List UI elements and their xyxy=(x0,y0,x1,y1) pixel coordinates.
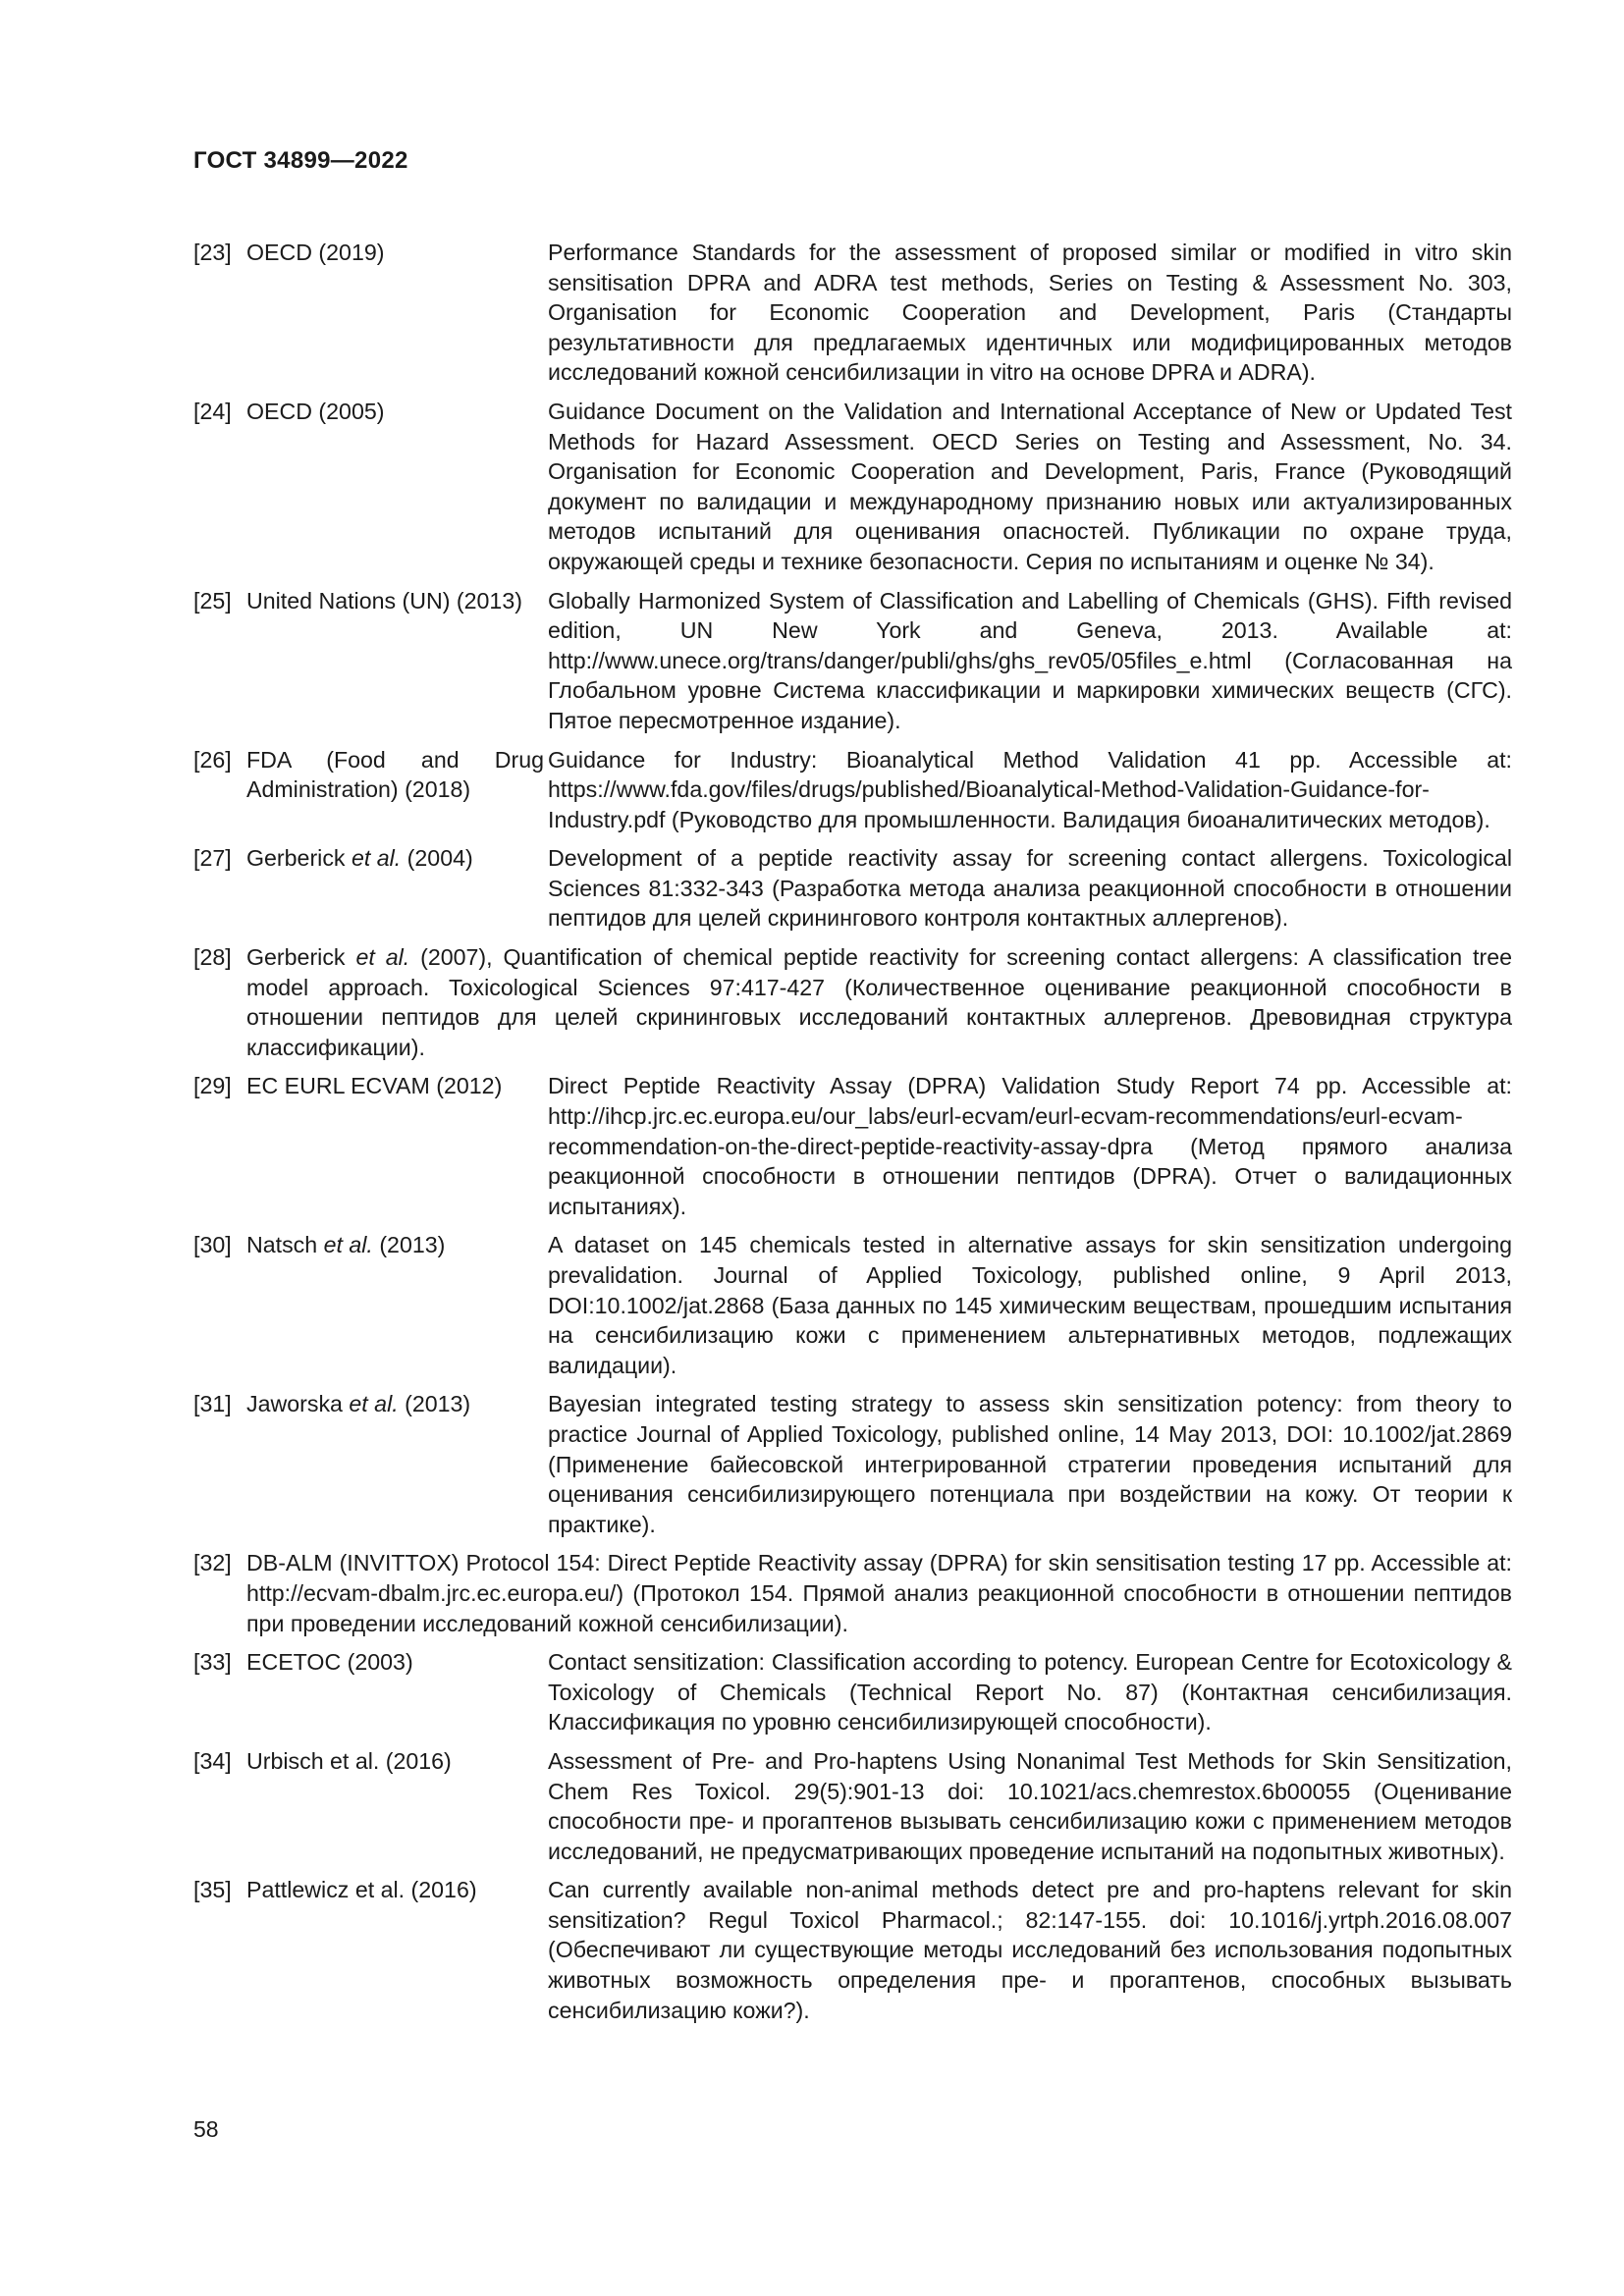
reference-item xyxy=(193,1875,1512,2025)
reference-item xyxy=(193,586,1512,736)
reference-item xyxy=(193,1548,1512,1638)
reference-text: Guidance for Industry: Bioanalytical Method Validation 41 pp. Accessible at: https://www.fda.gov/files/drugs/published/Bioanalytical-Method-Validation-Guidance-for-Industry.pdf (Руководство для промышленности. Валидация биоаналитических методов). xyxy=(548,746,1512,832)
reference-number: [25] xyxy=(193,587,232,614)
reference-number: [31] xyxy=(193,1391,232,1417)
reference-number: [26] xyxy=(193,746,232,773)
reference-item xyxy=(193,1746,1512,1866)
document-title: ГОСТ 34899—2022 xyxy=(193,147,408,174)
references-list xyxy=(193,238,1512,2034)
reference-item xyxy=(193,942,1512,1062)
reference-text: Performance Standards for the assessment of proposed similar or modified in vitro skin sensitisation DPRA and ADRA test methods, Series on Testing & Assessment No. 303, Organisation for Economic Cooperation and Development, Paris (Стандарты результативности для предлагаемых идентичных или модифицированных методов исследований кожной сенсибилизации in vitro на основе DPRA и ADRA). xyxy=(548,240,1512,386)
reference-text: A dataset on 145 chemicals tested in alternative assays for skin sensitization undergoing prevalidation. Journal of Applied Toxicology, published online, 9 April 2013, DOI:10.1002/jat.2868 (База данных по 145 химическим веществам, прошедшим испытания на сенсибилизацию кожи с применением альтернативных методов, подлежащих валидации). xyxy=(548,1232,1512,1378)
reference-item xyxy=(193,1071,1512,1221)
reference-number: [24] xyxy=(193,398,232,424)
reference-source: Jaworska et al. (2013) xyxy=(246,1391,471,1417)
reference-source: OECD (2019) xyxy=(246,240,385,265)
reference-number: [35] xyxy=(193,1877,232,1903)
reference-source: Natsch et al. (2013) xyxy=(246,1232,446,1258)
reference-source: OECD (2005) xyxy=(246,398,385,424)
reference-text: Development of a peptide reactivity assay for screening contact allergens. Toxicological Sciences 81:332-343 (Разработка метода анализа реакционной способности в отношении пептидов для целей скринингового контроля контактных аллергенов). xyxy=(548,845,1512,932)
reference-number: [29] xyxy=(193,1073,232,1099)
reference-text: Guidance Document on the Validation and International Acceptance of New or Updated Test Methods for Hazard Assessment. OECD Series on Testing and Assessment, No. 34. Organisation for Economic Cooperation and Development, Paris, France (Руководящий документ по валидации и международному признанию новых или актуализированных методов испытаний для оценивания опасностей. Публикации по охране труда, окружающей среды и технике безопасности. Серия по испытаниям и оценке № 34). xyxy=(548,398,1512,574)
reference-item xyxy=(193,1389,1512,1539)
reference-number: [28] xyxy=(193,944,232,971)
reference-text: Contact sensitization: Classification according to potency. European Centre for Ecotoxicology & Toxicology of Chemicals (Technical Report No. 87) (Контактная сенсибилизация. Классификация по уровню сенсибилизирующей способности). xyxy=(548,1649,1512,1735)
reference-source: FDA (Food and Drug Administration) (2018) xyxy=(246,746,544,803)
reference-text: Gerberick et al. (2007), Quantification of chemical peptide reactivity for screening contact allergens: A classification tree model approach. Toxicological Sciences 97:417-427 (Количественное оценивание реакционной способности в отношении пептидов для целей скрининговых исследований контактных аллергенов. Древовидная структура классификации). xyxy=(246,944,1512,1060)
reference-item xyxy=(193,397,1512,577)
reference-source: Gerberick et al. (2004) xyxy=(246,845,473,872)
reference-text: Can currently available non-animal methods detect pre and pro-haptens relevant for skin sensitization? Regul Toxicol Pharmacol.; 82:147-155. doi: 10.1016/j.yrtph.2016.08.007 (Обеспечивают ли существующие методы исследований без использования подопытных животных возможность определения пре- и прогаптенов, способных вызывать сенсибилизацию кожи?). xyxy=(548,1877,1512,2023)
reference-source: ECETOC (2003) xyxy=(246,1649,413,1676)
reference-number: [23] xyxy=(193,240,232,265)
reference-text: Direct Peptide Reactivity Assay (DPRA) Validation Study Report 74 pp. Accessible at: http://ihcp.jrc.ec.europa.eu/our_labs/eurl-ecvam/eurl-ecvam-recommendations/eurl-ecvam-recommendation-on-the-direct-peptide-reactivity-assay-dpra (Метод прямого анализа реакционной способности в отношении пептидов (DPRA). Отчет о валидационных испытаниях). xyxy=(548,1073,1512,1219)
reference-item xyxy=(193,238,1512,388)
reference-item xyxy=(193,1230,1512,1380)
reference-number: [33] xyxy=(193,1649,232,1676)
page-number: 58 xyxy=(193,2116,219,2142)
reference-item xyxy=(193,745,1512,835)
reference-number: [27] xyxy=(193,845,232,872)
reference-text: DB-ALM (INVITTOX) Protocol 154: Direct Peptide Reactivity assay (DPRA) for skin sensitisation testing 17 pp. Accessible at: http://ecvam-dbalm.jrc.ec.europa.eu/) (Протокол 154. Прямой анализ реакционной способности в отношении пептидов при проведении исследований кожной сенсибилизации). xyxy=(246,1550,1512,1636)
reference-number: [34] xyxy=(193,1747,232,1774)
reference-text: Globally Harmonized System of Classification and Labelling of Chemicals (GHS). Fifth revised edition, UN New York and Geneva, 2013. Available at: http://www.unece.org/trans/danger/publi/ghs/ghs_rev05/05files_e.html (Согласованная на Глобальном уровне Система классификации и маркировки химических веществ (СГС). Пятое пересмотренное издание). xyxy=(548,587,1512,733)
reference-source: EC EURL ECVAM (2012) xyxy=(246,1073,503,1099)
reference-item xyxy=(193,843,1512,934)
reference-text: Bayesian integrated testing strategy to assess skin sensitization potency: from theory to practice Journal of Applied Toxicology, published online, 14 May 2013, DOI: 10.1002/jat.2869 (Применение байесовской интегрированной стратегии проведения испытаний для оценивания сенсибилизирующего потенциала при воздействии на кожу. От теории к практике). xyxy=(548,1391,1512,1537)
reference-number: [30] xyxy=(193,1232,232,1258)
reference-source: Pattlewicz et al. (2016) xyxy=(246,1877,477,1903)
reference-text: Assessment of Pre- and Pro-haptens Using Nonanimal Test Methods for Skin Sensitization, Chem Res Toxicol. 29(5):901-13 doi: 10.1021/acs.chemrestox.6b00055 (Оценивание способности пре- и прогаптенов вызывать сенсибилизацию кожи с применением методов исследований, не предусматривающих проведение испытаний на подопытных животных). xyxy=(548,1747,1512,1864)
reference-source: United Nations (UN) (2013) xyxy=(246,587,522,614)
reference-number: [32] xyxy=(193,1550,232,1576)
reference-item xyxy=(193,1647,1512,1737)
reference-source: Urbisch et al. (2016) xyxy=(246,1747,452,1774)
